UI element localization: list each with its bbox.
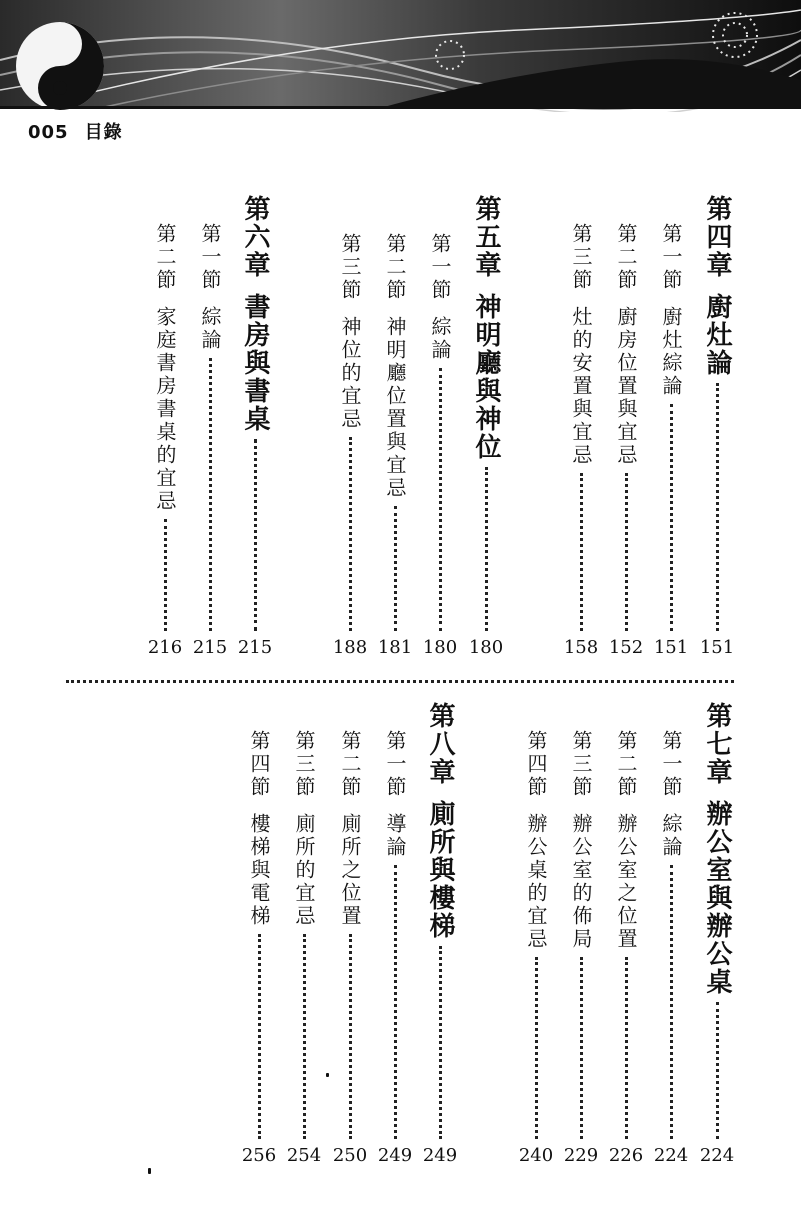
dot-leader: [670, 865, 673, 1139]
section-number: 第一節: [198, 223, 222, 292]
dot-leader: [580, 473, 583, 631]
section-title: 辦公室的佈局: [569, 813, 593, 951]
page-number: 180: [422, 637, 458, 658]
dot-leader: [258, 934, 261, 1139]
chapter-number: 第七章: [702, 702, 732, 786]
toc-section-entry[interactable]: [333, 730, 367, 1165]
dot-leader: [625, 473, 628, 631]
page-number: 224: [653, 1145, 689, 1166]
section-title: 廚房位置與宜忌: [614, 306, 638, 467]
page-number: 215: [192, 637, 228, 658]
dot-leader: [625, 957, 628, 1139]
section-number: 第四節: [524, 730, 548, 799]
dot-leader: [164, 519, 167, 631]
toc-section-entry[interactable]: [333, 233, 367, 657]
chapter-title: 書房與書桌: [240, 293, 270, 433]
page-number: 256: [241, 1145, 277, 1166]
section-number: 第四節: [247, 730, 271, 799]
page-number: 249: [377, 1145, 413, 1166]
dot-leader: [439, 946, 442, 1139]
header-banner: [0, 0, 801, 112]
page-number: 250: [332, 1145, 368, 1166]
toc-chapter-entry[interactable]: [700, 702, 734, 1165]
section-title: 辦公室之位置: [614, 813, 638, 951]
section-number: 第一節: [659, 223, 683, 292]
section-number: 第二節: [383, 233, 407, 302]
section-number: 第二節: [338, 730, 362, 799]
dot-leader: [670, 404, 673, 631]
page-number: 249: [422, 1145, 458, 1166]
toc-chapter-entry[interactable]: [469, 195, 503, 657]
toc-section-entry[interactable]: [423, 233, 457, 657]
dot-leader: [716, 383, 719, 631]
toc-section-entry[interactable]: [609, 730, 643, 1165]
page-number: 005: [28, 122, 69, 143]
chapter-title: 神明廳與神位: [471, 293, 501, 461]
toc-chapter-entry[interactable]: [423, 702, 457, 1165]
section-title: 廁所之位置: [338, 813, 362, 928]
page-number: 240: [518, 1145, 554, 1166]
dot-leader: [535, 957, 538, 1139]
section-number: 第二節: [614, 223, 638, 292]
dot-leader: [303, 934, 306, 1139]
dot-leader: [349, 934, 352, 1139]
section-number: 第一節: [659, 730, 683, 799]
section-title: 辦公桌的宜忌: [524, 813, 548, 951]
page-number: 229: [563, 1145, 599, 1166]
section-number: 第一節: [383, 730, 407, 799]
section-title: 神位的宜忌: [338, 316, 362, 431]
page-number: 215: [237, 637, 273, 658]
dot-leader: [394, 865, 397, 1139]
page-number: 254: [286, 1145, 322, 1166]
dot-leader: [439, 368, 442, 631]
dot-leader: [485, 467, 488, 631]
section-number: 第三節: [338, 233, 362, 302]
chapter-title: 廁所與樓梯: [425, 800, 455, 940]
dot-leader: [209, 358, 212, 631]
page-number: 216: [147, 637, 183, 658]
section-number: 第三節: [292, 730, 316, 799]
page-number: 151: [699, 637, 735, 658]
toc-lower-section: [0, 702, 801, 1166]
yin-yang-icon: [16, 22, 104, 110]
toc-section-entry[interactable]: [564, 730, 598, 1165]
section-number: 第二節: [153, 223, 177, 292]
section-title: 綜論: [659, 813, 683, 859]
toc-section-entry[interactable]: [242, 730, 276, 1165]
print-speck: [326, 1073, 329, 1077]
section-title: 神明廳位置與宜忌: [383, 316, 407, 500]
dot-leader: [254, 439, 257, 631]
section-title: 綜論: [428, 316, 452, 362]
toc-section-entry[interactable]: [654, 730, 688, 1165]
section-title: 導論: [383, 813, 407, 859]
chapter-number: 第六章: [240, 195, 270, 279]
section-number: 第一節: [428, 233, 452, 302]
page-number: 188: [332, 637, 368, 658]
section-number: 第三節: [569, 730, 593, 799]
toc-section-entry[interactable]: [378, 730, 412, 1165]
section-divider: [66, 680, 734, 683]
section-title: 家庭書房書桌的宜忌: [153, 306, 177, 513]
chapter-title: 辦公室與辦公桌: [702, 800, 732, 996]
page-number: 180: [468, 637, 504, 658]
page-title: 目錄: [84, 122, 123, 143]
dot-leader: [716, 1002, 719, 1139]
page-number: 151: [653, 637, 689, 658]
section-number: 第二節: [614, 730, 638, 799]
toc-section-entry[interactable]: [193, 223, 227, 657]
page-number: 152: [608, 637, 644, 658]
toc-section-entry[interactable]: [148, 223, 182, 657]
dot-leader: [394, 506, 397, 631]
chapter-number: 第八章: [425, 702, 455, 786]
chapter-number: 第五章: [471, 195, 501, 279]
section-title: 廁所的宜忌: [292, 813, 316, 928]
toc-section-entry[interactable]: [519, 730, 553, 1165]
dot-leader: [580, 957, 583, 1139]
page-number: 181: [377, 637, 413, 658]
print-speck: [148, 1168, 151, 1174]
toc-section-entry[interactable]: [378, 233, 412, 657]
toc-chapter-entry[interactable]: [700, 195, 734, 657]
toc-section-entry[interactable]: [654, 223, 688, 657]
toc-section-entry[interactable]: [287, 730, 321, 1165]
section-title: 樓梯與電梯: [247, 813, 271, 928]
section-title: 廚灶綜論: [659, 306, 683, 398]
page-number: 224: [699, 1145, 735, 1166]
section-title: 灶的安置與宜忌: [569, 306, 593, 467]
running-header: [28, 118, 123, 144]
toc-chapter-entry[interactable]: [238, 195, 272, 657]
page-number: 158: [563, 637, 599, 658]
section-title: 綜論: [198, 306, 222, 352]
chapter-number: 第四章: [702, 195, 732, 279]
section-number: 第三節: [569, 223, 593, 292]
page-number: 226: [608, 1145, 644, 1166]
dot-leader: [349, 437, 352, 631]
toc-section-entry[interactable]: [564, 223, 598, 657]
toc-section-entry[interactable]: [609, 223, 643, 657]
toc-upper-section: [0, 195, 801, 660]
chapter-title: 廚灶論: [702, 293, 732, 377]
